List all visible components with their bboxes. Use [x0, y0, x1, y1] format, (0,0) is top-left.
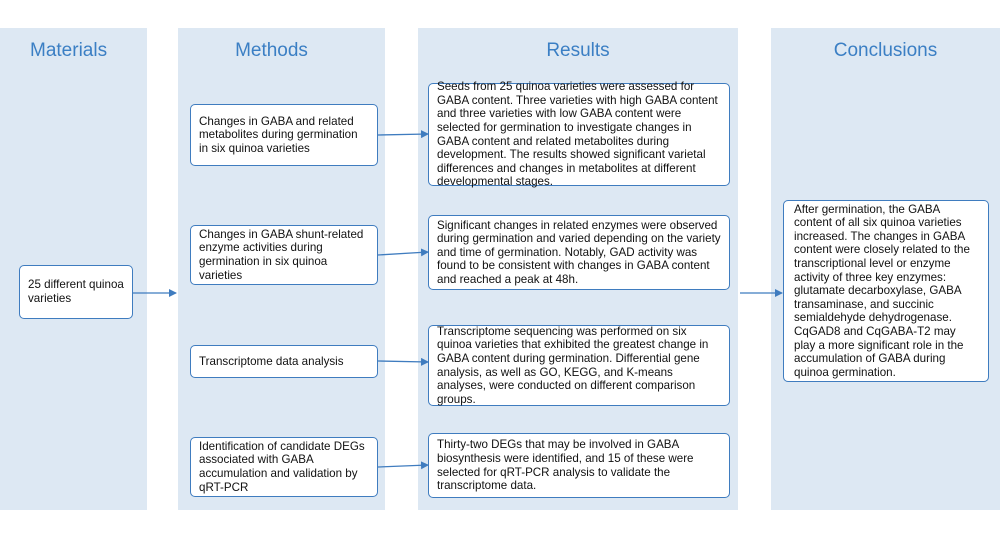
arrow-method4-to-result4	[378, 465, 428, 467]
method-box-4	[190, 437, 378, 497]
material-box	[19, 265, 133, 319]
result-text-4: Thirty-two DEGs that may be involved in GABA biosynthesis were identified, and 15 of these were selected for qRT-PCR analysis to validate the transcriptome data.	[437, 438, 694, 493]
method-text-4: Identification of candidate DEGs associated with GABA accumulation and validation by qRT-PCR	[199, 439, 365, 494]
method-box-2	[190, 225, 378, 285]
result-box-4	[428, 433, 730, 498]
arrow-method3-to-result3	[378, 361, 428, 362]
materials-title: Materials	[30, 40, 108, 61]
methods-title: Methods	[235, 40, 308, 61]
method-text-2: Changes in GABA shunt-related enzyme activities during germination in six quinoa varieties	[199, 227, 364, 282]
result-box-1	[428, 80, 730, 189]
result-text-3: Transcriptome sequencing was performed on six quinoa varieties that exhibited the greatest change in GABA content during germination. Differential gene analysis, as well as GO, KEGG, and K-means analyses, were conducted on different comparison groups.	[437, 324, 709, 406]
result-text-1: Seeds from 25 quinoa varieties were assessed for GABA content. Three varieties with high GABA content and three varieties with low GABA content were selected for germination to investigate changes in GABA content and related metabolites during development. The results showed significant varietal differences and changes in metabolites at different developmental stages.	[437, 80, 718, 189]
conclusion-text: After germination, the GABA content of all six quinoa varieties increased. The changes in GABA content were closely related to the transcriptional level or enzyme activity of three key enzymes: glutamate decarboxylase, GABA transaminase, and succinic semialdehyde dehydrogenase. CqGAD8 and CqGABA-T2 may play a more significant role in the accumulation of GABA during quinoa germination.	[794, 202, 970, 379]
conclusion-box	[783, 200, 989, 382]
arrow-method2-to-result2	[378, 252, 428, 255]
method-text-1: Changes in GABA and related metabolites during germination in six quinoa varieties	[199, 114, 358, 155]
result-box-2	[428, 215, 730, 290]
result-text-2: Significant changes in related enzymes were observed during germination and varied depending on the variety and time of germination. Notably, GAD activity was found to be consistent with changes in GABA content and reached a peak at 48h.	[437, 218, 721, 286]
results-title: Results	[546, 40, 610, 61]
arrow-method1-to-result1	[378, 134, 428, 135]
method-box-1	[190, 104, 378, 166]
material-text: 25 different quinoa varieties	[28, 278, 124, 305]
conclusions-title: Conclusions	[833, 40, 938, 61]
result-box-3	[428, 325, 730, 406]
method-box-3	[190, 345, 378, 378]
method-text-3: Transcriptome data analysis	[199, 354, 344, 368]
